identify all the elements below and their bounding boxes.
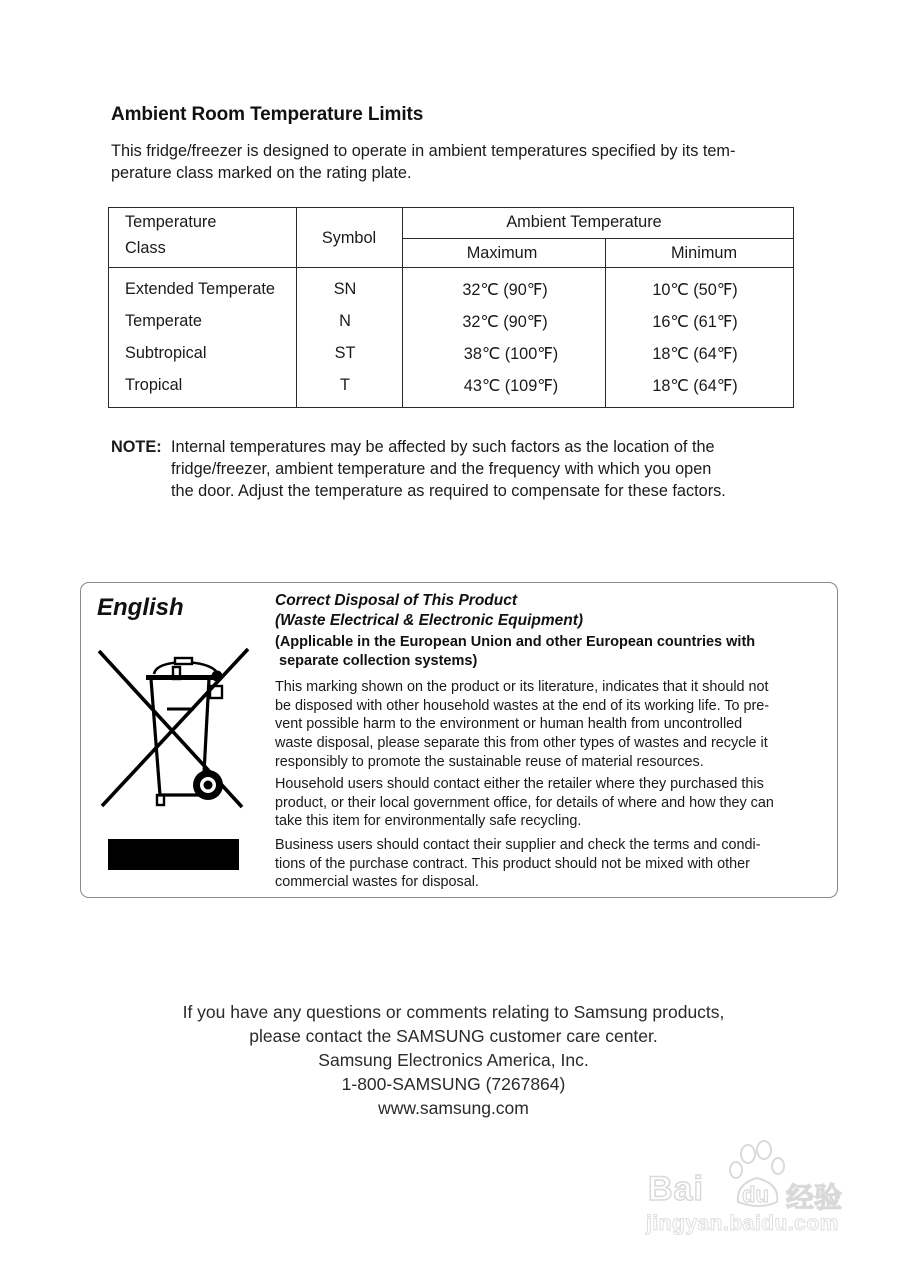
footer-line: If you have any questions or comments relating to Samsung products,	[182, 1002, 725, 1022]
applicable-region-note	[275, 633, 835, 671]
paragraph-line: take this item for environmentally safe recycling.	[275, 813, 582, 830]
row-min: 16℃ (61℉)	[652, 313, 738, 331]
row-max: 32℃ (90℉)	[462, 281, 548, 299]
row-class: Extended Temperate	[125, 280, 275, 298]
baidu-logo-du: du	[742, 1182, 769, 1207]
intro-line: perature class marked on the rating plate.	[111, 164, 412, 182]
footer-phone: 1-800-SAMSUNG (7267864)	[341, 1074, 566, 1094]
baidu-logo-chinese: 经验	[786, 1182, 843, 1213]
header-ambient-temperature: Ambient Temperature	[506, 213, 662, 231]
row-min: 18℃ (64℉)	[652, 345, 738, 363]
header-class-line1: Temperature	[125, 213, 217, 231]
table-divider	[402, 238, 793, 239]
header-minimum: Minimum	[670, 244, 738, 262]
paragraph-line: Household users should contact either the retailer where they purchased this	[275, 776, 764, 792]
disposal-paragraph-2	[275, 775, 835, 831]
disposal-paragraph-3	[275, 836, 835, 892]
table-divider	[605, 239, 606, 407]
paragraph-line: tions of the purchase contract. This product should not be mixed with other	[275, 855, 750, 872]
note-text	[171, 436, 791, 502]
row-class: Subtropical	[125, 344, 207, 362]
footer-line: please contact the SAMSUNG customer care center.	[249, 1026, 658, 1046]
row-max: 43℃ (109℉)	[463, 377, 559, 395]
disposal-paragraph-1	[275, 678, 835, 772]
paragraph-line: waste disposal, please separate this from other types of wastes and recycle it	[275, 735, 768, 752]
header-class-line2: Class	[125, 239, 166, 257]
row-symbol: ST	[334, 344, 356, 362]
black-bar-marking	[108, 839, 239, 870]
paragraph-line: This marking shown on the product or its literature, indicates that it should not	[275, 679, 769, 695]
applicable-line: (Applicable in the European Union and other European countries with	[275, 634, 756, 650]
disposal-title	[275, 591, 835, 631]
row-symbol: T	[340, 376, 350, 394]
row-symbol: SN	[333, 280, 357, 298]
header-maximum: Maximum	[466, 244, 538, 262]
intro-line: This fridge/freezer is designed to operate in ambient temperatures specified by its tem-	[111, 142, 736, 160]
note-line: Internal temperatures may be affected by such factors as the location of the	[171, 438, 715, 456]
baidu-logo-text: Bai	[648, 1170, 704, 1208]
footer-website: www.samsung.com	[378, 1098, 529, 1118]
paragraph-line: vent possible harm to the environment or human health from uncontrolled	[275, 716, 743, 733]
language-label: English	[97, 594, 184, 621]
applicable-line: separate collection systems)	[275, 653, 478, 669]
customer-care-footer	[0, 1000, 907, 1120]
baidu-watermark-url: jingyan.baidu.com	[646, 1212, 839, 1235]
row-min: 10℃ (50℉)	[652, 281, 738, 299]
row-min: 18℃ (64℉)	[652, 377, 738, 395]
row-max: 32℃ (90℉)	[462, 313, 548, 331]
intro-paragraph	[111, 140, 801, 184]
header-symbol: Symbol	[321, 229, 377, 247]
baidu-watermark	[640, 1140, 865, 1240]
section-title: Ambient Room Temperature Limits	[111, 104, 424, 125]
footer-line: Samsung Electronics America, Inc.	[318, 1050, 589, 1070]
paragraph-line: commercial wastes for disposal.	[275, 874, 479, 891]
note-label: NOTE:	[111, 438, 162, 456]
crossed-out-wheelie-bin-icon	[96, 645, 254, 813]
paragraph-line: be disposed with other household wastes at the end of its working life. To pre-	[275, 697, 770, 714]
paragraph-line: product, or their local government office, for details of where and how they can	[275, 794, 774, 811]
row-class: Temperate	[125, 312, 202, 330]
row-class: Tropical	[125, 376, 183, 394]
paragraph-line: responsibly to promote the sustainable reuse of material resources.	[275, 753, 704, 770]
note-line: fridge/freezer, ambient temperature and the frequency with which you open	[171, 460, 712, 478]
paragraph-line: Business users should contact their supplier and check the terms and condi-	[275, 837, 761, 853]
table-divider	[296, 208, 297, 407]
note-line: the door. Adjust the temperature as required to compensate for these factors.	[171, 482, 726, 500]
row-symbol: N	[339, 312, 351, 330]
row-max: 38℃ (100℉)	[463, 345, 559, 363]
disposal-title-line: Correct Disposal of This Product	[275, 592, 518, 609]
temperature-class-table	[108, 207, 794, 408]
table-header-divider	[109, 267, 793, 268]
disposal-subtitle-line: (Waste Electrical & Electronic Equipment)	[275, 612, 584, 629]
